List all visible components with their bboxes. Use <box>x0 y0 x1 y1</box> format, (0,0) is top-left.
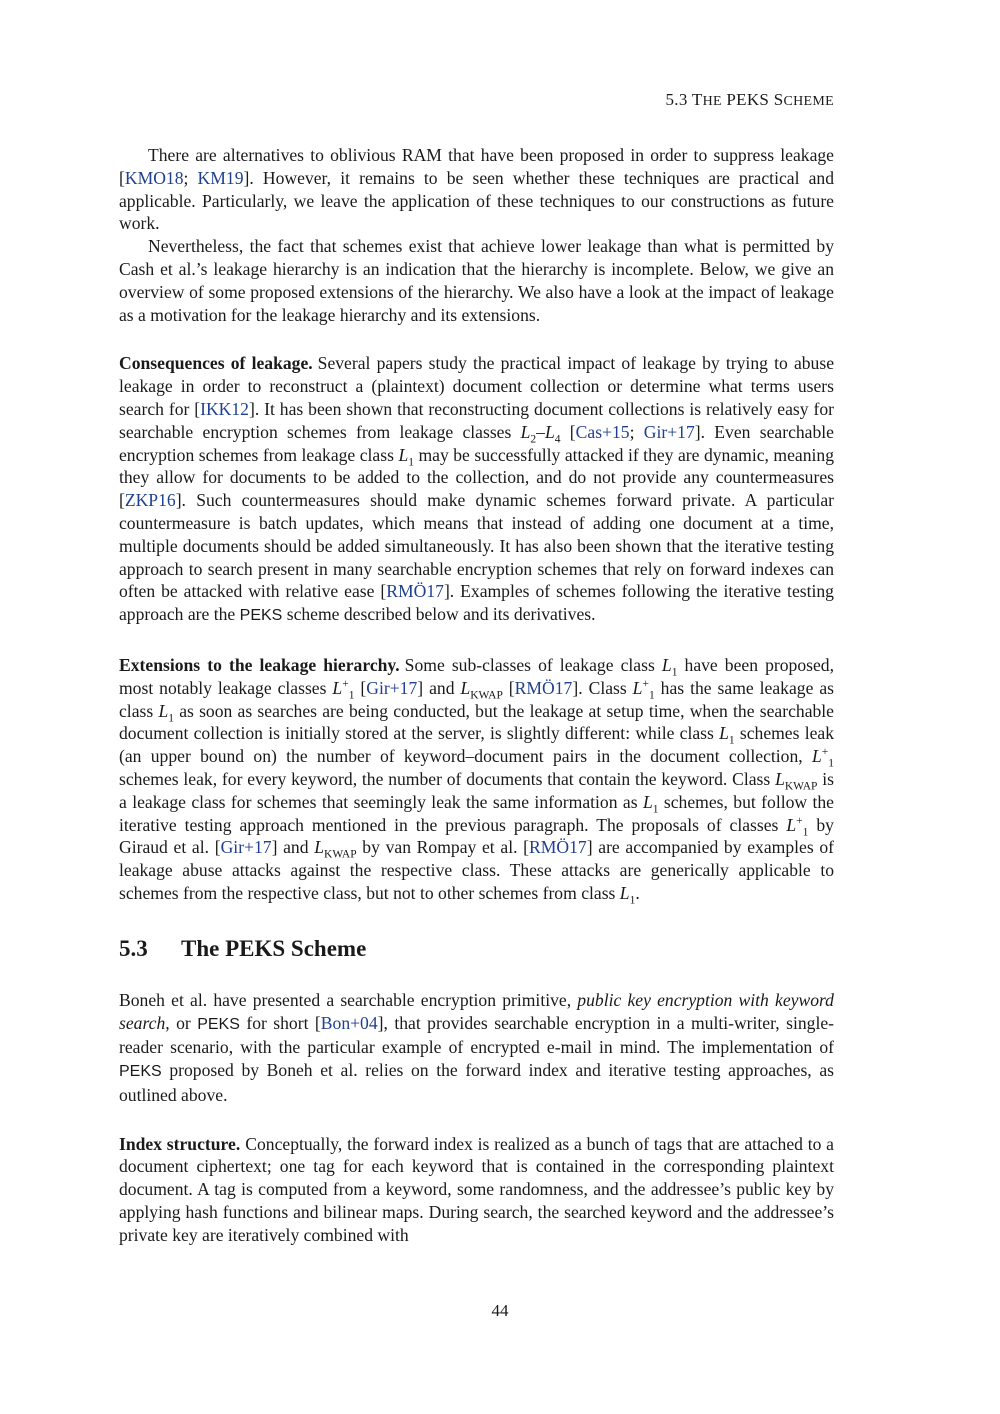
text-run: proposed by Boneh et al. relies on the forward index and iterative testing approaches, as outlined above. <box>119 1060 834 1105</box>
text-run: ]. Even searchable encryption schemes from leakage class <box>119 421 834 465</box>
citation-link[interactable]: Gir+17 <box>643 421 695 442</box>
peks-acronym: PEKS <box>119 1063 162 1081</box>
math-symbol: L <box>332 677 343 698</box>
math-superscript: + <box>642 677 649 690</box>
text-run: Boneh et al. have presented a searchable encryption primitive, <box>119 989 578 1010</box>
text-run: has the same leakage as class <box>119 677 834 721</box>
text-run: ]. However, it remains to be seen whether these techniques are practical and applicable. Particularly, we leave the application of these techniques to our constructions as future work. <box>119 167 834 234</box>
section-heading <box>119 935 834 963</box>
text-run: There are alternatives to oblivious RAM that have been proposed in order to suppress leakage [ <box>119 145 834 188</box>
math-symbol: L <box>642 791 653 812</box>
math-subscript: 1 <box>629 894 636 907</box>
runin-heading: Extensions to the leakage hierarchy. <box>119 654 400 675</box>
math-superscript: + <box>821 746 829 759</box>
text-run: ], that provides searchable encryption in a multi-writer, single-reader scenario, with the particular example of encrypted e-mail in mind. The implementation of <box>119 1012 834 1058</box>
text-run: as soon as searches are being conducted, but the leakage at setup time, when the searchable document collection is initially stored at the server, is slightly different: while class <box>119 700 834 744</box>
citation-link[interactable]: Gir+17 <box>220 837 272 858</box>
running-head <box>665 90 834 110</box>
text-run: [ <box>502 677 515 698</box>
page-number: 44 <box>491 1301 509 1320</box>
citation-link[interactable]: ZKP16 <box>124 490 176 511</box>
text-run: ]. Class <box>572 677 633 698</box>
citation-link[interactable]: Bon+04 <box>320 1012 378 1033</box>
math-symbol: L <box>398 444 409 465</box>
text-run: by van Rompay et al. [ <box>356 837 530 858</box>
citation-link[interactable]: RMÖ17 <box>514 677 573 698</box>
math-superscript: + <box>796 814 803 827</box>
text-run: Some sub-classes of leakage class <box>404 654 662 675</box>
text-run: Conceptually, the forward index is realized as a bunch of tags that are attached to a document ciphertext; one tag for each keyword that is contained in the corresponding plaintext document. A tag is computed from a keyword, some randomness, and the addressee’s public key by applying hash functions and bilinear maps. During search, the searched keyword and the addressee’s private key are iteratively combined with <box>119 1133 834 1245</box>
text-run: ] and <box>417 677 461 698</box>
body-text <box>119 144 834 1247</box>
math-symbol: L <box>544 421 555 442</box>
math-subscript: 1 <box>828 757 834 770</box>
paragraph-oblivious-ram <box>119 144 834 235</box>
math-subscript: KWAP <box>784 780 818 793</box>
math-symbol: L <box>460 677 471 698</box>
text-run: ; <box>629 421 644 442</box>
running-head-title-cheme: CHEME <box>783 94 834 109</box>
text-run: ] and <box>271 837 315 858</box>
math-subscript: KWAP <box>470 689 503 702</box>
math-subscript: 1 <box>168 712 174 725</box>
text-run: ] are accompanied by examples of leakage abuse attacks against the respective class. These attacks are generically applicable to schemes from the respective class, but not to other schemes from class <box>119 837 835 903</box>
math-superscript: + <box>342 677 349 690</box>
text-run: ]. It has been shown that reconstructing document collections is relatively easy for searchable encryption schemes from leakage classes <box>119 398 834 442</box>
math-symbol: L <box>314 837 325 858</box>
runin-heading: Consequences of leakage. <box>119 353 313 374</box>
text-run: [ <box>354 677 367 698</box>
peks-acronym: PEKS <box>197 1015 240 1033</box>
math-subscript: 1 <box>652 803 659 816</box>
running-head-title-peks: PEKS <box>726 90 770 109</box>
math-symbol: L <box>632 677 643 698</box>
citation-link[interactable]: RMÖ17 <box>529 837 587 858</box>
math-symbol: L <box>775 768 785 789</box>
math-subscript: 1 <box>671 666 678 679</box>
citation-link[interactable]: KMO18 <box>124 167 184 188</box>
text-run: may be successfully attacked if they are dynamic, meaning they allow for documents to be added to the collection, and do not provide any countermeasures [ <box>119 444 834 511</box>
text-run: ; <box>183 167 198 188</box>
section-title: The PEKS Scheme <box>181 935 367 961</box>
text-run: or <box>169 1012 198 1033</box>
running-head-title-s: S <box>773 90 784 109</box>
citation-link[interactable]: Gir+17 <box>366 677 418 698</box>
citation-link[interactable]: Cas+15 <box>575 421 630 442</box>
text-run: have been proposed, most notably leakage classes <box>119 654 835 698</box>
math-symbol: L <box>786 814 797 835</box>
citation-link[interactable]: IKK12 <box>200 398 249 419</box>
math-subscript: 1 <box>348 689 355 702</box>
math-subscript: 4 <box>554 433 561 446</box>
paragraph-extensions-to-hierarchy <box>119 654 834 905</box>
math-subscript: 1 <box>648 689 655 702</box>
math-subscript: 1 <box>408 456 414 469</box>
paragraph-hierarchy-incomplete: Nevertheless, the fact that schemes exist that achieve lower leakage than what is permitted by Cash et al.’s leakage hierarchy is an indication that the hierarchy is incomplete. Below, we give an overview of some proposed extensions of the hierarchy. We also have a look at the impact of leakage as a motivation for the leakage hierarchy and its extensions. <box>119 236 834 325</box>
math-symbol: L <box>719 723 729 744</box>
math-subscript: KWAP <box>324 848 357 861</box>
text-run: scheme described below and its derivatives. <box>282 604 596 625</box>
text-run: schemes leak, for every keyword, the number of documents that contain the keyword. Class <box>119 768 776 789</box>
text-run: is a leakage class for schemes that seemingly leak the same information as <box>119 768 834 812</box>
text-run: . <box>635 882 640 903</box>
citation-link[interactable]: RMÖ17 <box>386 581 444 602</box>
text-run: [ <box>560 421 576 442</box>
math-symbol: L <box>619 882 630 903</box>
section-number: 5.3 <box>119 935 148 961</box>
paragraph-index-structure <box>119 1133 834 1247</box>
running-head-title-t: T <box>691 90 703 109</box>
text-run: Several papers study the practical impact of leakage by trying to abuse leakage in order to reconstruct a (plaintext) document collection or determine what terms users search for [ <box>119 353 835 419</box>
math-subscript: 1 <box>728 734 735 747</box>
paragraph-peks-intro <box>119 989 834 1107</box>
math-symbol: L <box>811 746 822 767</box>
running-head-section-number: 5.3 <box>665 90 688 109</box>
paragraph-consequences-of-leakage <box>119 352 834 628</box>
peks-acronym: PEKS <box>239 607 283 625</box>
runin-heading: Index structure. <box>119 1133 241 1154</box>
math-symbol: L <box>158 700 169 721</box>
text-run: schemes, but follow the iterative testing approach mentioned in the previous paragraph. The proposals of classes <box>119 791 834 835</box>
text-run: ]. Examples of schemes following the iterative testing approach are the <box>119 581 834 625</box>
text-run: – <box>536 421 545 442</box>
running-head-title-he: HE <box>702 94 722 109</box>
math-subscript: 1 <box>802 826 809 839</box>
text-run: ]. Such countermeasures should make dynamic schemes forward private. A particular countermeasure is batch updates, which means that instead of adding one document at a time, multiple documents should be added simultaneously. It has also been shown that the iterative testing approach to search present in many searchable encryption schemes that rely on forward indexes can often be attacked with relative ease [ <box>119 490 834 602</box>
citation-link[interactable]: KM19 <box>197 167 244 188</box>
text-run: schemes leak (an upper bound on) the number of keyword–document pairs in the document collection, <box>119 723 834 767</box>
text-run: by Giraud et al. [ <box>119 814 834 858</box>
math-subscript: 2 <box>530 433 537 446</box>
emphasis: public key encryption with keyword search, <box>119 989 834 1033</box>
math-symbol: L <box>661 654 672 675</box>
text-run: for short [ <box>239 1012 321 1033</box>
math-symbol: L <box>520 421 531 442</box>
